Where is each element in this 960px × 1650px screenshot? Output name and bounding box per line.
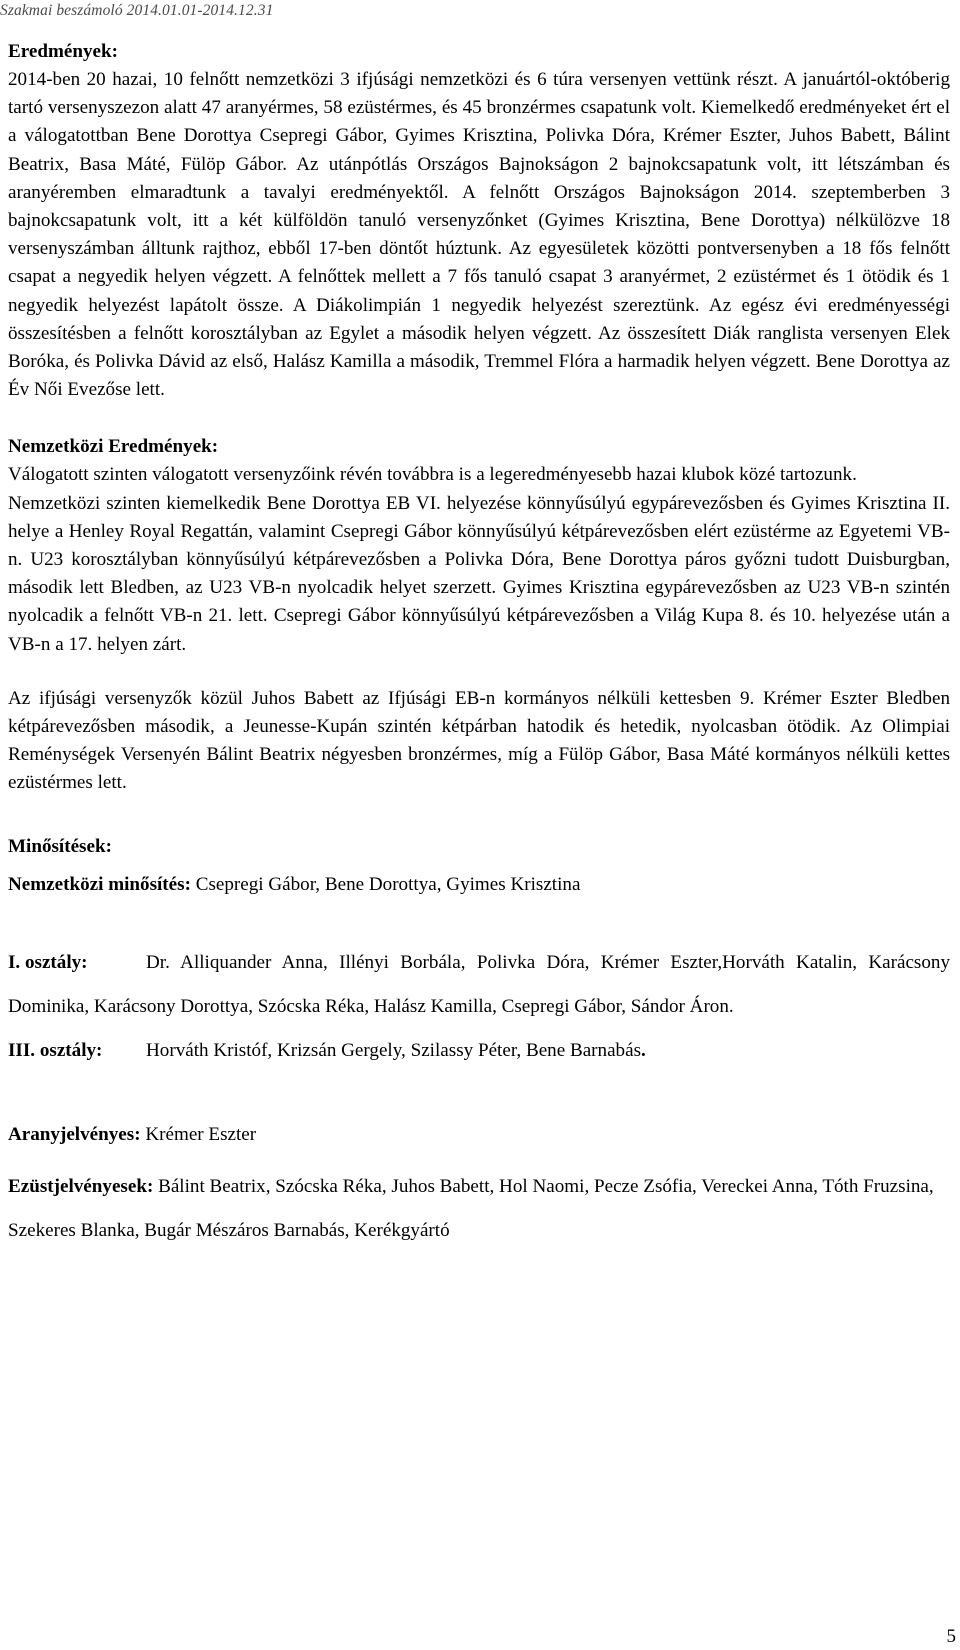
qualifications-heading: Minősítések:: [8, 835, 112, 857]
gold-badge-value: Krémer Eszter: [140, 1123, 257, 1145]
class1-qualification: [8, 941, 950, 1029]
international-qualification-value: Csepregi Gábor, Bene Dorottya, Gyimes Krisztina: [190, 873, 581, 895]
international-heading: [8, 433, 950, 461]
international-heading-text: Nemzetközi Eredmények:: [8, 436, 219, 458]
results-heading: Eredmények:: [8, 41, 118, 62]
class1-value: Dr. Alliquander Anna, Illényi Borbála, Polivka Dóra, Krémer Eszter,Horváth Katalin, Karácsony Dominika, Karácsony Dorottya, Szócska Réka, Halász Kamilla, Csepregi Gábor, Sándor Áron.: [8, 951, 950, 1017]
class3-end: .: [641, 1039, 646, 1061]
silver-badge-value: Bálint Beatrix, Szócska Réka, Juhos Babett, Hol Naomi, Pecze Zsófia, Vereckei Anna, Tóth Fruzsina, Szekeres Blanka, Bugár Mészáros Barnabás, Kerékgyártó: [8, 1176, 934, 1242]
page-number: 5: [946, 1626, 956, 1647]
class3-value: Horváth Kristóf, Krizsán Gergely, Szilassy Péter, Bene Barnabás: [146, 1039, 642, 1061]
international-paragraph-2: Nemzetközi szinten kiemelkedik Bene Dorottya EB VI. helyezése könnyűsúlyú egypárevezősben és Gyimes Krisztina II. helye a Henley Royal Regattán, valamint Csepregi Gábor könnyűsúlyú kétpárevezősben elért ezüstérme az Egyetemi VB-n. U23 korosztályban könnyűsúlyú kétpárevezősben a Polivka Dóra, Bene Dorottya páros győzni tudott Duisburgban, második lett Bledben, az U23 VB-n nyolcadik helyet szerzett. Gyimes Krisztina egypárevezősben az U23 VB-n szintén nyolcadik a felnőtt VB-n 21. lett. Csepregi Gábor könnyűsúlyú kétpárevezősben a Világ Kupa 8. és 10. helyezése után a VB-n a 17. helyen zárt.: [8, 492, 950, 655]
gold-badge-line: [8, 1121, 950, 1149]
running-header: Szakmai beszámoló 2014.01.01-2014.12.31: [0, 2, 274, 19]
class1-label: I. osztály:: [8, 951, 88, 973]
results-paragraph: 2014-ben 20 hazai, 10 felnőtt nemzetközi 3 ifjúsági nemzetközi és 6 túra versenyen vettünk részt. A januártól-októberig tartó versenyszezon alatt 47 aranyérmes, 58 ezüstérmes, és 45 bronzérmes csapatunk volt. Kiemelkedő eredményeket ért el a válogatottban Bene Dorottya Csepregi Gábor, Gyimes Krisztina, Polivka Dóra, Krémer Eszter, Juhos Babett, Bálint Beatrix, Basa Máté, Fülöp Gábor. Az utánpótlás Országos Bajnokságon 2 bajnokcsapatunk volt, itt létszámban és aranyéremben elmaradtunk a tavalyi eredményektől. A felnőtt Országos Bajnokságon 2014. szeptemberben 3 bajnokcsapatunk volt, itt a két külföldön tanuló versenyzőnket (Gyimes Krisztina, Bene Dorottya) nélkülözve 18 versenyszámban álltunk rajthoz, ebből 17-ben döntőt húztunk. Az egyesületek közötti pontversenyben a 18 fős felnőtt csapat a negyedik helyen végzett. A felnőttek mellett a 7 fős tanuló csapat 3 aranyérmet, 2 ezüstérmet és 1 ötödik és 1 negyedik helyezést lapátolt össze. A Diákolimpián 1 negyedik helyezést szereztünk. Az egész évi eredményességi összesítésben a felnőtt korosztályban az Egylet a második helyen végzett. Az összesített Diák ranglista versenyen Elek Boróka, és Polivka Dávid az első, Halász Kamilla a második, Tremmel Flóra a harmadik helyen végzett. Bene Dorottya az Év Női Evezőse lett.: [8, 69, 950, 401]
silver-badge-line: [8, 1165, 950, 1253]
document-body: [8, 38, 950, 1253]
international-qualification-label: Nemzetközi minősítés:: [8, 873, 191, 895]
silver-badge-label: Ezüstjelvényesek:: [8, 1176, 154, 1198]
international-qualification-line: [8, 871, 950, 899]
international-paragraph-3: Az ifjúsági versenyzők közül Juhos Babett az Ifjúsági EB-n kormányos nélküli kettesben 9. Krémer Eszter Bledben kétpárevezősben második, a Jeunesse-Kupán szintén kétpárban hatodik és hetedik, nyolcasban ötödik. Az Olimpiai Reménységek Versenyén Bálint Beatrix négyesben bronzérmes, míg a Fülöp Gábor, Basa Máté kormányos nélküli kettes ezüstérmes lett.: [8, 687, 950, 794]
class3-label: III. osztály:: [8, 1039, 103, 1061]
international-paragraph-1: Válogatott szinten válogatott versenyzőink révén továbbra is a legeredményesebb hazai klubok közé tartozunk.: [8, 464, 857, 486]
class3-qualification: [8, 1029, 950, 1073]
gold-badge-label: Aranyjelvényes:: [8, 1123, 141, 1145]
